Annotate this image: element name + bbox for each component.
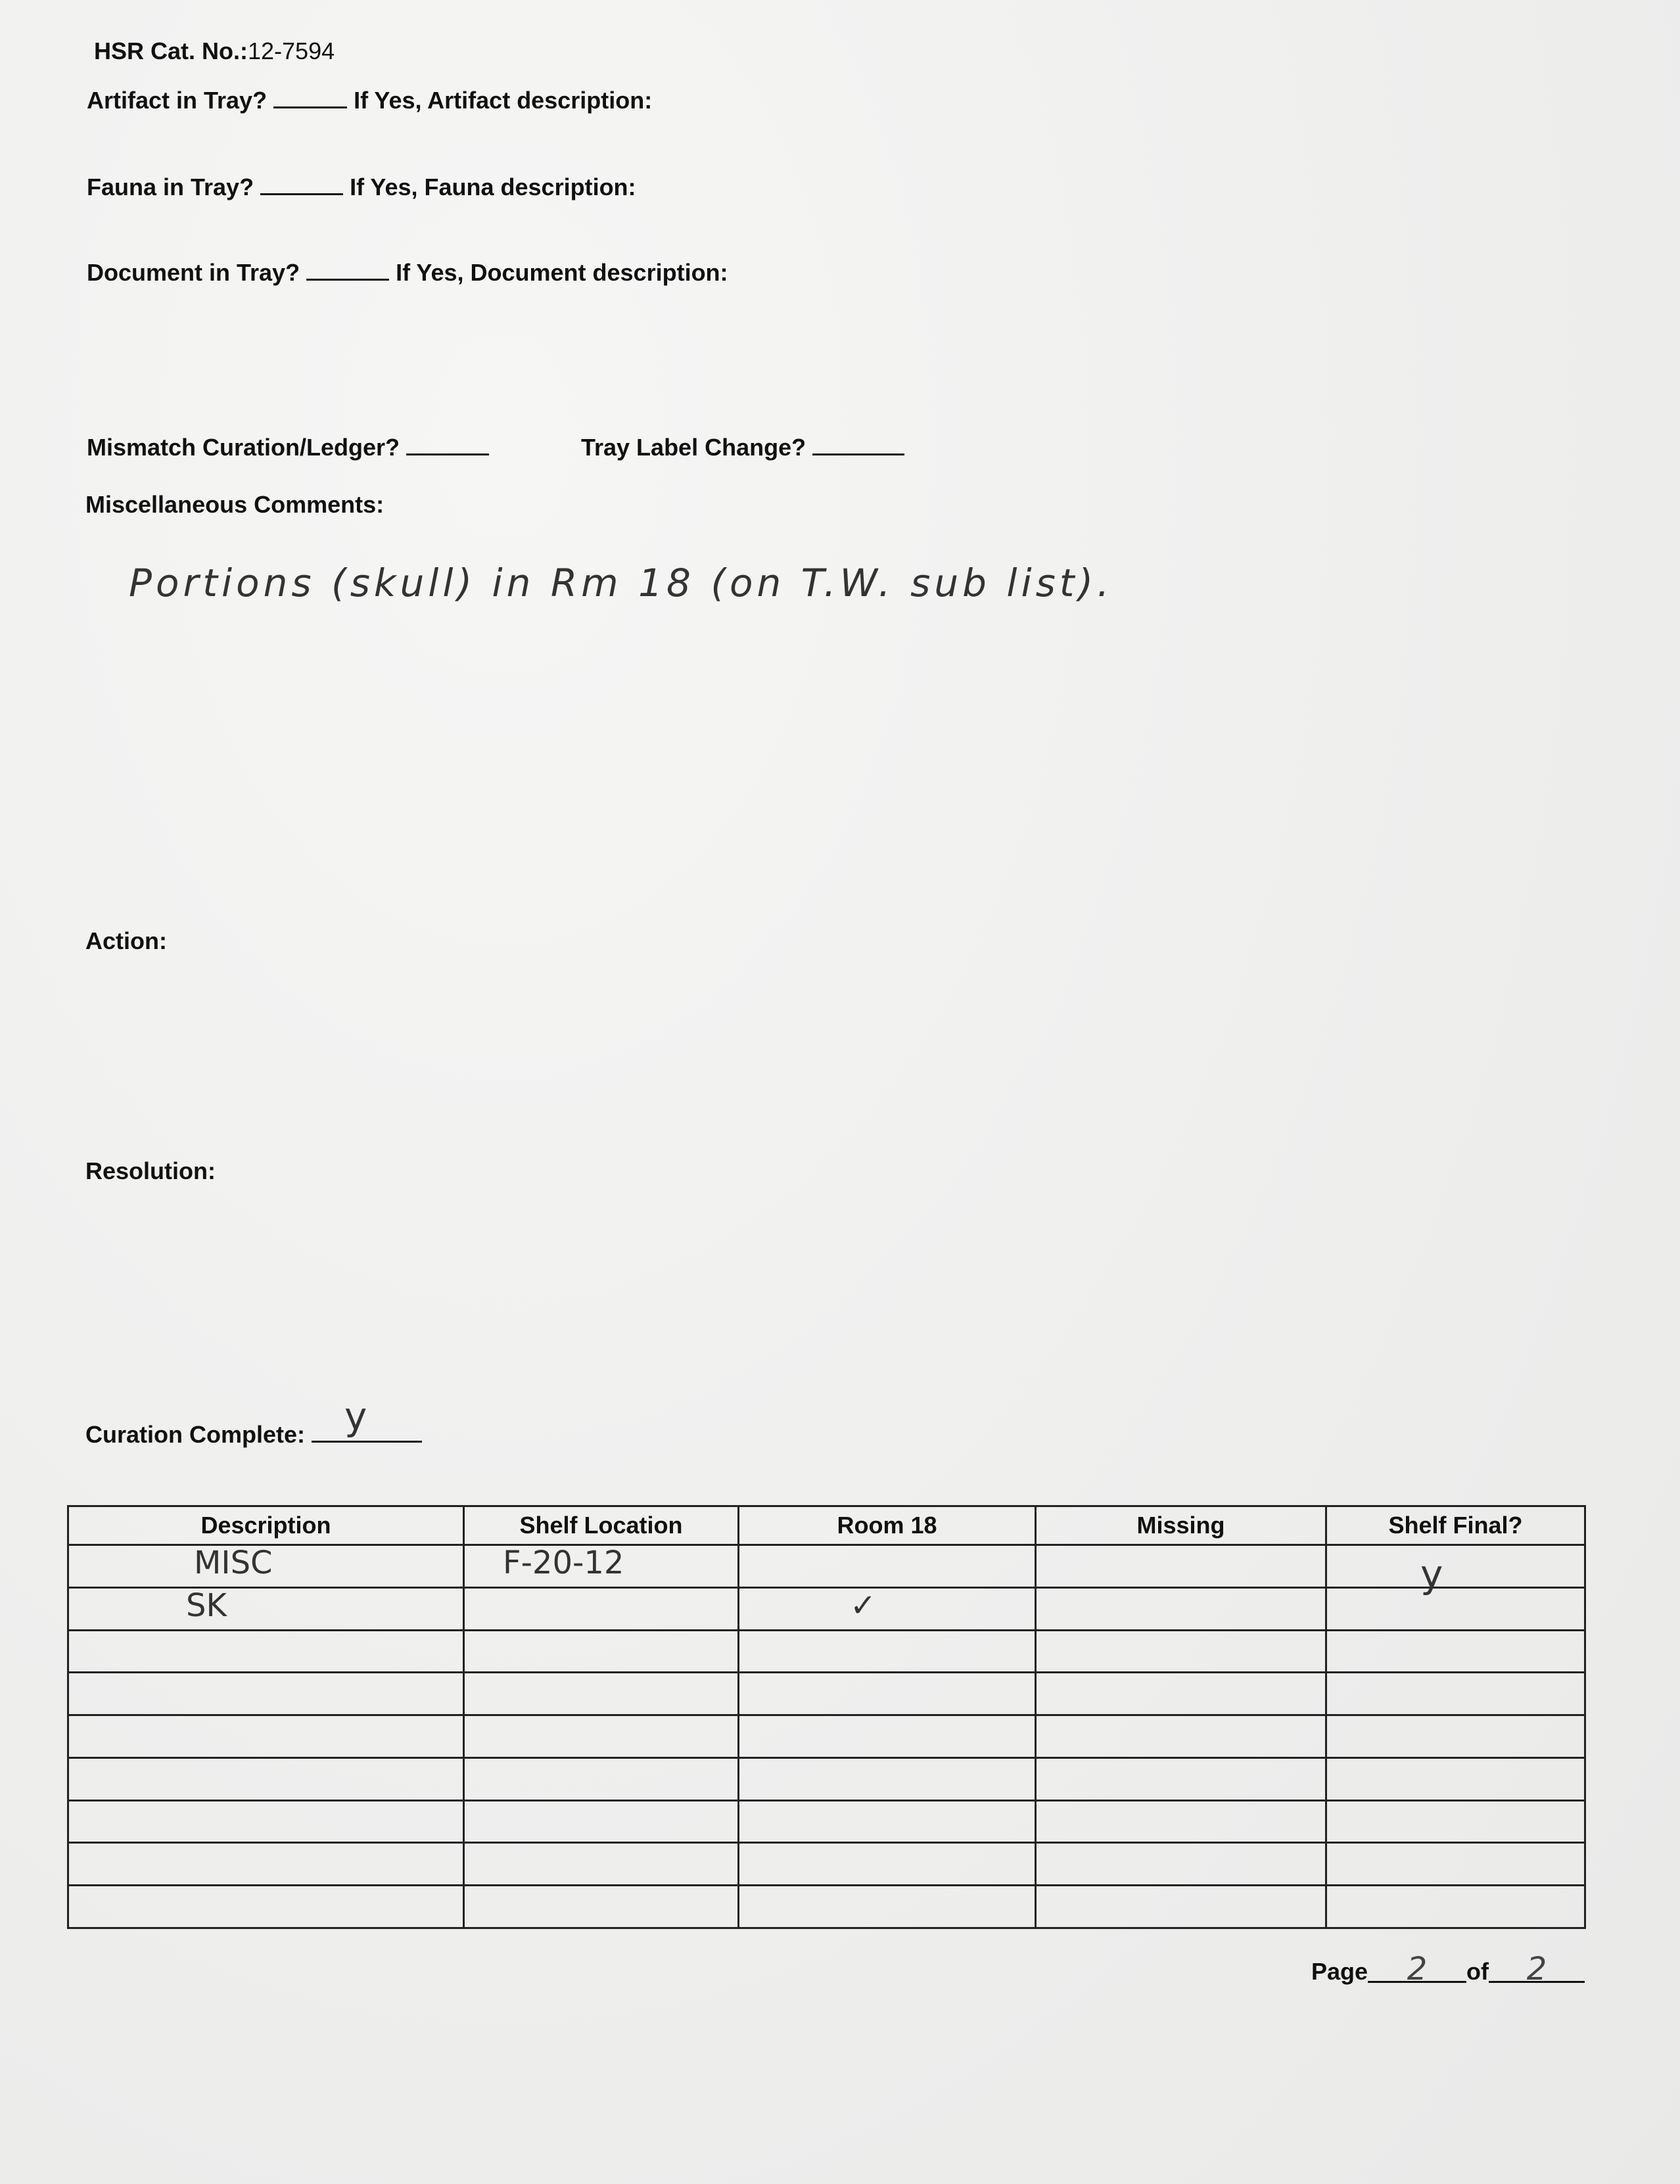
- table-cell: [1326, 1545, 1585, 1596]
- table-cell: [1036, 1886, 1326, 1928]
- resolution-label: Resolution:: [85, 1157, 216, 1184]
- table-row: [68, 1545, 1585, 1588]
- table-row: [68, 1630, 1585, 1673]
- fauna-question: Fauna in Tray?: [87, 174, 254, 200]
- cell-handwritten: ✓: [850, 1587, 877, 1624]
- table-cell: [464, 1843, 739, 1886]
- table-cell: [1326, 1630, 1585, 1673]
- header-description: Description: [68, 1506, 464, 1545]
- table-row: [68, 1757, 1585, 1800]
- catalog-number: [94, 39, 335, 63]
- table-row: [68, 1715, 1585, 1758]
- catalog-number-value: 12-7594: [248, 37, 335, 64]
- header-room-18: Room 18: [739, 1506, 1036, 1545]
- table-cell: [68, 1587, 464, 1630]
- tray-label-answer-blank: [812, 435, 904, 455]
- table-cell: [68, 1757, 464, 1800]
- table-cell: [68, 1886, 464, 1928]
- table-cell: [464, 1587, 739, 1630]
- catalog-number-label: HSR Cat. No.:: [94, 37, 248, 64]
- artifact-answer-blank: [273, 88, 347, 108]
- table-cell: [464, 1800, 739, 1843]
- table-cell: [464, 1545, 739, 1588]
- mismatch-answer-blank: [406, 435, 489, 455]
- document-question: Document in Tray?: [87, 259, 300, 286]
- table-cell: [739, 1630, 1036, 1673]
- table-cell: [1036, 1673, 1326, 1715]
- page-counter: [1311, 1951, 1585, 1987]
- table-cell: [739, 1587, 1036, 1630]
- table-cell: [68, 1800, 464, 1843]
- fauna-row: [87, 175, 636, 199]
- table-row: [68, 1886, 1585, 1928]
- table-cell: [68, 1715, 464, 1758]
- table-cell: [1326, 1757, 1585, 1800]
- table-cell: [68, 1630, 464, 1673]
- table-row: [68, 1673, 1585, 1715]
- header-shelf-location: Shelf Location: [464, 1506, 739, 1545]
- table-cell: [1326, 1843, 1585, 1886]
- fauna-answer-blank: [260, 175, 343, 195]
- table-cell: [464, 1630, 739, 1673]
- header-shelf-final: Shelf Final?: [1326, 1506, 1585, 1545]
- table-cell: [68, 1545, 464, 1588]
- fauna-description-label: If Yes, Fauna description:: [350, 174, 636, 200]
- table-row: [68, 1800, 1585, 1843]
- curation-complete-value: y: [344, 1394, 367, 1439]
- table-cell: [1036, 1587, 1326, 1630]
- action-label: Action:: [85, 927, 167, 954]
- table-cell: [68, 1673, 464, 1715]
- table-cell: [1036, 1757, 1326, 1800]
- table-cell: [739, 1886, 1036, 1928]
- table-cell: [464, 1715, 739, 1758]
- table-cell: [1036, 1715, 1326, 1758]
- of-label: of: [1466, 1958, 1489, 1985]
- tray-label-row: [581, 435, 904, 459]
- table-cell: [1036, 1800, 1326, 1843]
- table-cell: [1036, 1843, 1326, 1886]
- table-cell: [1326, 1886, 1585, 1928]
- artifact-description-label: If Yes, Artifact description:: [354, 87, 653, 114]
- misc-comments-label: Miscellaneous Comments:: [85, 491, 385, 518]
- curation-complete-blank: [312, 1394, 422, 1443]
- table-cell: [1326, 1587, 1585, 1630]
- tray-label-question: Tray Label Change?: [581, 434, 806, 461]
- page-label: Page: [1311, 1958, 1368, 1985]
- mismatch-row: [87, 435, 489, 459]
- cell-handwritten: SK: [186, 1587, 227, 1624]
- table-cell: [464, 1673, 739, 1715]
- document-answer-blank: [306, 260, 389, 281]
- cell-handwritten: MISC: [194, 1545, 273, 1581]
- table-cell: [739, 1673, 1036, 1715]
- table-row: [68, 1587, 1585, 1630]
- artifact-question: Artifact in Tray?: [87, 87, 268, 114]
- table-cell: [1326, 1715, 1585, 1758]
- inventory-table: [67, 1505, 1586, 1929]
- curation-complete-label: Curation Complete:: [85, 1421, 306, 1448]
- table-cell: [739, 1800, 1036, 1843]
- table-cell: [739, 1843, 1036, 1886]
- misc-comment-handwritten: Portions (skull) in Rm 18 (on T.W. sub list).: [129, 561, 1113, 605]
- table-cell: [739, 1757, 1036, 1800]
- cell-handwritten: F-20-12: [503, 1545, 624, 1581]
- table-cell: [1036, 1630, 1326, 1673]
- table-cell: [739, 1715, 1036, 1758]
- artifact-row: [87, 88, 652, 112]
- table-row: [68, 1843, 1585, 1886]
- mismatch-question: Mismatch Curation/Ledger?: [87, 434, 400, 461]
- document-description-label: If Yes, Document description:: [396, 259, 728, 286]
- table-cell: [1036, 1545, 1326, 1588]
- table-cell: [739, 1545, 1036, 1588]
- table-cell: [1326, 1800, 1585, 1843]
- document-row: [87, 260, 728, 285]
- header-missing: Missing: [1036, 1506, 1326, 1545]
- page-number-value: 2: [1368, 1957, 1466, 1983]
- table-cell: [464, 1886, 739, 1928]
- table-cell: [68, 1843, 464, 1886]
- curation-complete-row: [85, 1394, 422, 1448]
- table-cell: [1326, 1673, 1585, 1715]
- page-total-value: 2: [1489, 1957, 1585, 1983]
- cell-handwritten: y: [1420, 1552, 1443, 1596]
- table-cell: [464, 1757, 739, 1800]
